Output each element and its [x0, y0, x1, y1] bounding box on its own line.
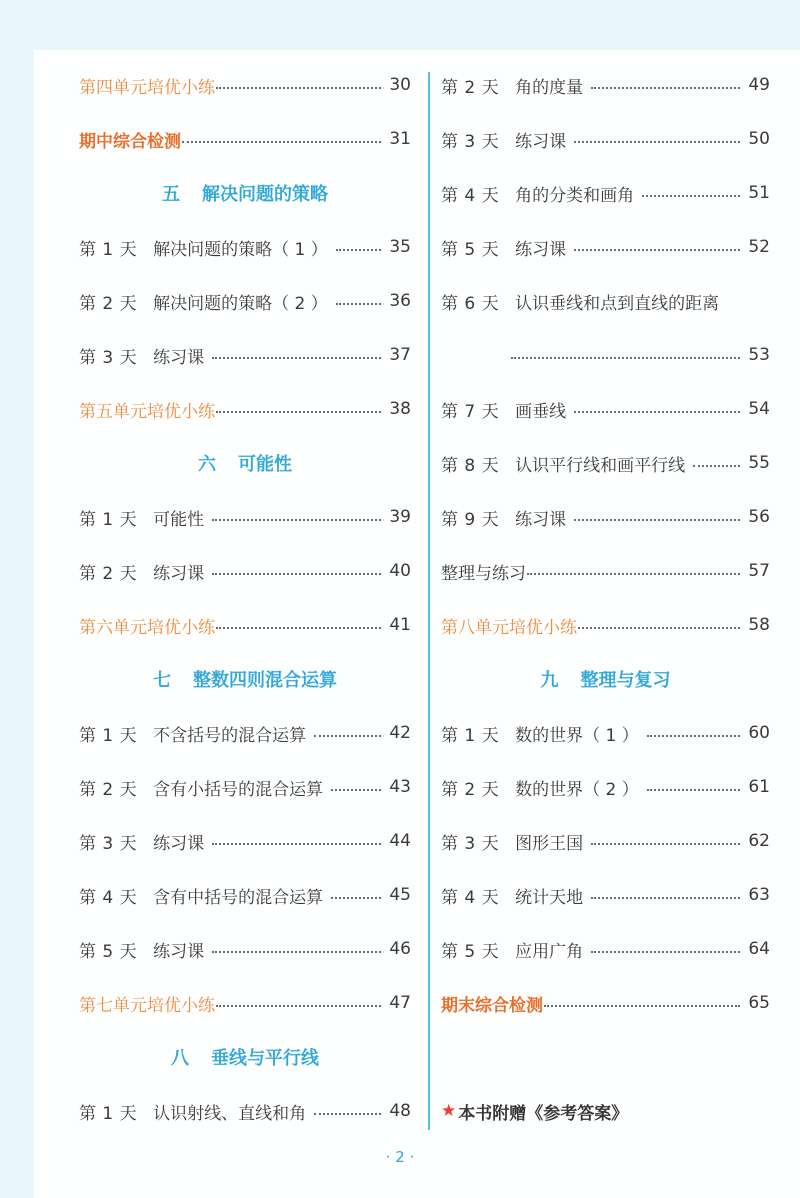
column-divider — [428, 72, 430, 1130]
entry-title: 应用广角 — [515, 941, 584, 962]
entry-page: 43 — [389, 777, 411, 797]
entry-title: 练习课 — [153, 941, 205, 962]
entry-day: 第 1 天 — [79, 725, 138, 746]
page-number: · 2 · — [385, 1148, 415, 1166]
entry-page: 46 — [389, 939, 411, 959]
entry-day: 第 3 天 — [79, 833, 138, 854]
entry-day: 第 3 天 — [441, 833, 500, 854]
dot-leader — [591, 951, 740, 953]
unit-title: 第四单元培优小练 — [79, 77, 215, 98]
entry-day: 第 2 天 — [79, 563, 138, 584]
entry-page: 30 — [389, 75, 411, 95]
entry-day: 第 8 天 — [441, 455, 500, 476]
toc-entry[interactable] — [79, 1084, 411, 1138]
dot-leader — [314, 735, 381, 737]
section-number: 八 — [171, 1048, 189, 1069]
entry-day: 第 4 天 — [441, 185, 500, 206]
toc-unit-entry[interactable] — [79, 976, 411, 1030]
entry-page: 39 — [389, 507, 411, 527]
entry-page: 41 — [389, 615, 411, 635]
entry-title: 数的世界（ 2 ） — [515, 779, 639, 800]
toc-entry[interactable] — [79, 328, 411, 382]
entry-page: 56 — [748, 507, 770, 527]
entry-page: 61 — [748, 777, 770, 797]
entry-title: 认识垂线和点到直线的距离 — [515, 293, 720, 314]
entry-day: 第 4 天 — [441, 887, 500, 908]
section-title: 垂线与平行线 — [211, 1048, 319, 1069]
unit-title: 期末综合检测 — [441, 995, 543, 1016]
bonus-note-text: 本书附赠《参考答案》 — [458, 1103, 629, 1124]
unit-title: 第八单元培优小练 — [441, 617, 577, 638]
entry-page: 65 — [748, 993, 770, 1013]
section-heading — [441, 652, 770, 706]
entry-page: 37 — [389, 345, 411, 365]
toc-entry[interactable] — [441, 760, 770, 814]
section-title: 整数四则混合运算 — [193, 670, 337, 691]
entry-page: 62 — [748, 831, 770, 851]
entry-title: 图形王国 — [515, 833, 584, 854]
entry-title: 含有小括号的混合运算 — [153, 779, 324, 800]
dot-leader — [642, 195, 740, 197]
toc-entry[interactable] — [441, 814, 770, 868]
toc-entry[interactable] — [79, 274, 411, 328]
dot-leader — [336, 303, 381, 305]
entry-page: 51 — [748, 183, 770, 203]
entry-page: 40 — [389, 561, 411, 581]
dot-leader — [647, 735, 740, 737]
toc-entry[interactable] — [441, 868, 770, 922]
toc-entry[interactable] — [441, 274, 770, 328]
section-number: 七 — [153, 670, 171, 691]
entry-page: 64 — [748, 939, 770, 959]
dot-leader — [314, 1113, 381, 1115]
entry-page: 55 — [748, 453, 770, 473]
entry-page: 49 — [748, 75, 770, 95]
entry-title: 认识射线、直线和角 — [153, 1103, 307, 1124]
toc-entry[interactable] — [441, 436, 770, 490]
section-heading — [79, 1030, 411, 1084]
section-title: 整理与复习 — [580, 670, 671, 691]
entry-page: 44 — [389, 831, 411, 851]
dot-leader — [212, 573, 381, 575]
entry-title: 练习课 — [515, 509, 567, 530]
dot-leader — [212, 951, 381, 953]
entry-day: 第 5 天 — [441, 239, 500, 260]
entry-day: 第 5 天 — [441, 941, 500, 962]
toc-entry[interactable] — [441, 220, 770, 274]
dot-leader — [578, 627, 740, 629]
dot-leader — [591, 897, 740, 899]
toc-entry[interactable] — [79, 490, 411, 544]
toc-unit-entry[interactable] — [79, 598, 411, 652]
entry-title: 含有中括号的混合运算 — [153, 887, 324, 908]
entry-day: 第 2 天 — [441, 77, 500, 98]
blank-row — [441, 1030, 770, 1084]
section-heading — [79, 436, 411, 490]
entry-page: 57 — [748, 561, 770, 581]
dot-leader — [216, 1005, 381, 1007]
section-heading — [79, 652, 411, 706]
unit-title: 期中综合检测 — [79, 131, 181, 152]
toc-unit-entry[interactable] — [79, 58, 411, 112]
dot-leader — [212, 843, 381, 845]
entry-page: 53 — [748, 345, 770, 365]
entry-page: 50 — [748, 129, 770, 149]
entry-page: 63 — [748, 885, 770, 905]
entry-day: 第 5 天 — [79, 941, 138, 962]
entry-day: 第 4 天 — [79, 887, 138, 908]
section-title: 可能性 — [238, 454, 292, 475]
dot-leader — [331, 789, 381, 791]
entry-day: 第 1 天 — [79, 1103, 138, 1124]
entry-day: 第 2 天 — [441, 779, 500, 800]
toc-entry[interactable] — [79, 922, 411, 976]
entry-day: 第 7 天 — [441, 401, 500, 422]
entry-page: 38 — [389, 399, 411, 419]
entry-day: 第 9 天 — [441, 509, 500, 530]
toc-unit-entry[interactable] — [441, 598, 770, 652]
dot-leader — [591, 87, 740, 89]
entry-title: 练习课 — [153, 347, 205, 368]
toc-entry[interactable] — [441, 706, 770, 760]
entry-title: 画垂线 — [515, 401, 567, 422]
section-heading — [79, 166, 411, 220]
toc-left-column — [79, 58, 411, 1138]
dot-leader — [574, 411, 740, 413]
entry-page: 58 — [748, 615, 770, 635]
toc-entry-continuation[interactable] — [441, 328, 770, 382]
dot-leader — [693, 465, 740, 467]
toc-unit-entry[interactable] — [79, 382, 411, 436]
entry-page: 42 — [389, 723, 411, 743]
dot-leader — [216, 87, 381, 89]
toc-entry[interactable] — [79, 220, 411, 274]
dot-leader — [647, 789, 740, 791]
entry-page: 48 — [389, 1101, 411, 1121]
toc-entry[interactable] — [441, 382, 770, 436]
dot-leader — [212, 357, 381, 359]
dot-leader — [216, 411, 381, 413]
entry-day: 第 2 天 — [79, 779, 138, 800]
dot-leader — [591, 843, 740, 845]
entry-title: 解决问题的策略（ 2 ） — [153, 293, 328, 314]
entry-page: 60 — [748, 723, 770, 743]
dot-leader — [574, 141, 740, 143]
dot-leader — [336, 249, 381, 251]
dot-leader — [511, 357, 740, 359]
section-number: 五 — [162, 184, 180, 205]
entry-title: 统计天地 — [515, 887, 584, 908]
entry-title: 练习课 — [153, 563, 205, 584]
entry-page: 45 — [389, 885, 411, 905]
toc-unit-entry[interactable] — [79, 112, 411, 166]
entry-day: 第 1 天 — [441, 725, 500, 746]
dot-leader — [574, 519, 740, 521]
unit-title: 第五单元培优小练 — [79, 401, 215, 422]
unit-title: 整理与练习 — [441, 563, 526, 584]
entry-page: 31 — [389, 129, 411, 149]
toc-entry[interactable] — [79, 760, 411, 814]
entry-day: 第 6 天 — [441, 293, 500, 314]
section-number: 九 — [540, 670, 559, 691]
entry-day: 第 3 天 — [79, 347, 138, 368]
dot-leader — [212, 519, 381, 521]
dot-leader — [527, 573, 740, 575]
toc-right-column — [441, 58, 770, 1138]
entry-title: 练习课 — [515, 131, 567, 152]
section-number: 六 — [198, 454, 216, 475]
dot-leader — [544, 1005, 740, 1007]
entry-page: 36 — [389, 291, 411, 311]
entry-day: 第 1 天 — [79, 509, 138, 530]
entry-title: 数的世界（ 1 ） — [515, 725, 639, 746]
star-icon: ★ — [441, 1101, 457, 1121]
toc-entry[interactable] — [441, 58, 770, 112]
entry-day: 第 1 天 — [79, 239, 138, 260]
entry-title: 认识平行线和画平行线 — [515, 455, 686, 476]
entry-page: 54 — [748, 399, 770, 419]
toc-entry[interactable] — [441, 166, 770, 220]
section-title: 解决问题的策略 — [202, 184, 328, 205]
toc-entry[interactable] — [79, 544, 411, 598]
dot-leader — [216, 627, 381, 629]
entry-title: 角的度量 — [515, 77, 584, 98]
toc-entry[interactable] — [441, 112, 770, 166]
entry-title: 不含括号的混合运算 — [153, 725, 307, 746]
entry-page: 52 — [748, 237, 770, 257]
entry-page: 35 — [389, 237, 411, 257]
entry-title: 可能性 — [153, 509, 205, 530]
dot-leader — [574, 249, 740, 251]
toc-entry[interactable] — [441, 490, 770, 544]
entry-title: 角的分类和画角 — [515, 185, 635, 206]
dot-leader — [182, 141, 381, 143]
bonus-note — [441, 1084, 770, 1138]
entry-day: 第 2 天 — [79, 293, 138, 314]
dot-leader — [331, 897, 381, 899]
toc-entry[interactable] — [441, 922, 770, 976]
unit-title: 第六单元培优小练 — [79, 617, 215, 638]
entry-day: 第 3 天 — [441, 131, 500, 152]
toc-entry[interactable] — [79, 814, 411, 868]
entry-page: 47 — [389, 993, 411, 1013]
entry-title: 练习课 — [515, 239, 567, 260]
unit-title: 第七单元培优小练 — [79, 995, 215, 1016]
toc-unit-entry[interactable] — [441, 544, 770, 598]
toc-unit-entry[interactable] — [441, 976, 770, 1030]
toc-entry[interactable] — [79, 706, 411, 760]
entry-title: 解决问题的策略（ 1 ） — [153, 239, 328, 260]
toc-entry[interactable] — [79, 868, 411, 922]
entry-title: 练习课 — [153, 833, 205, 854]
